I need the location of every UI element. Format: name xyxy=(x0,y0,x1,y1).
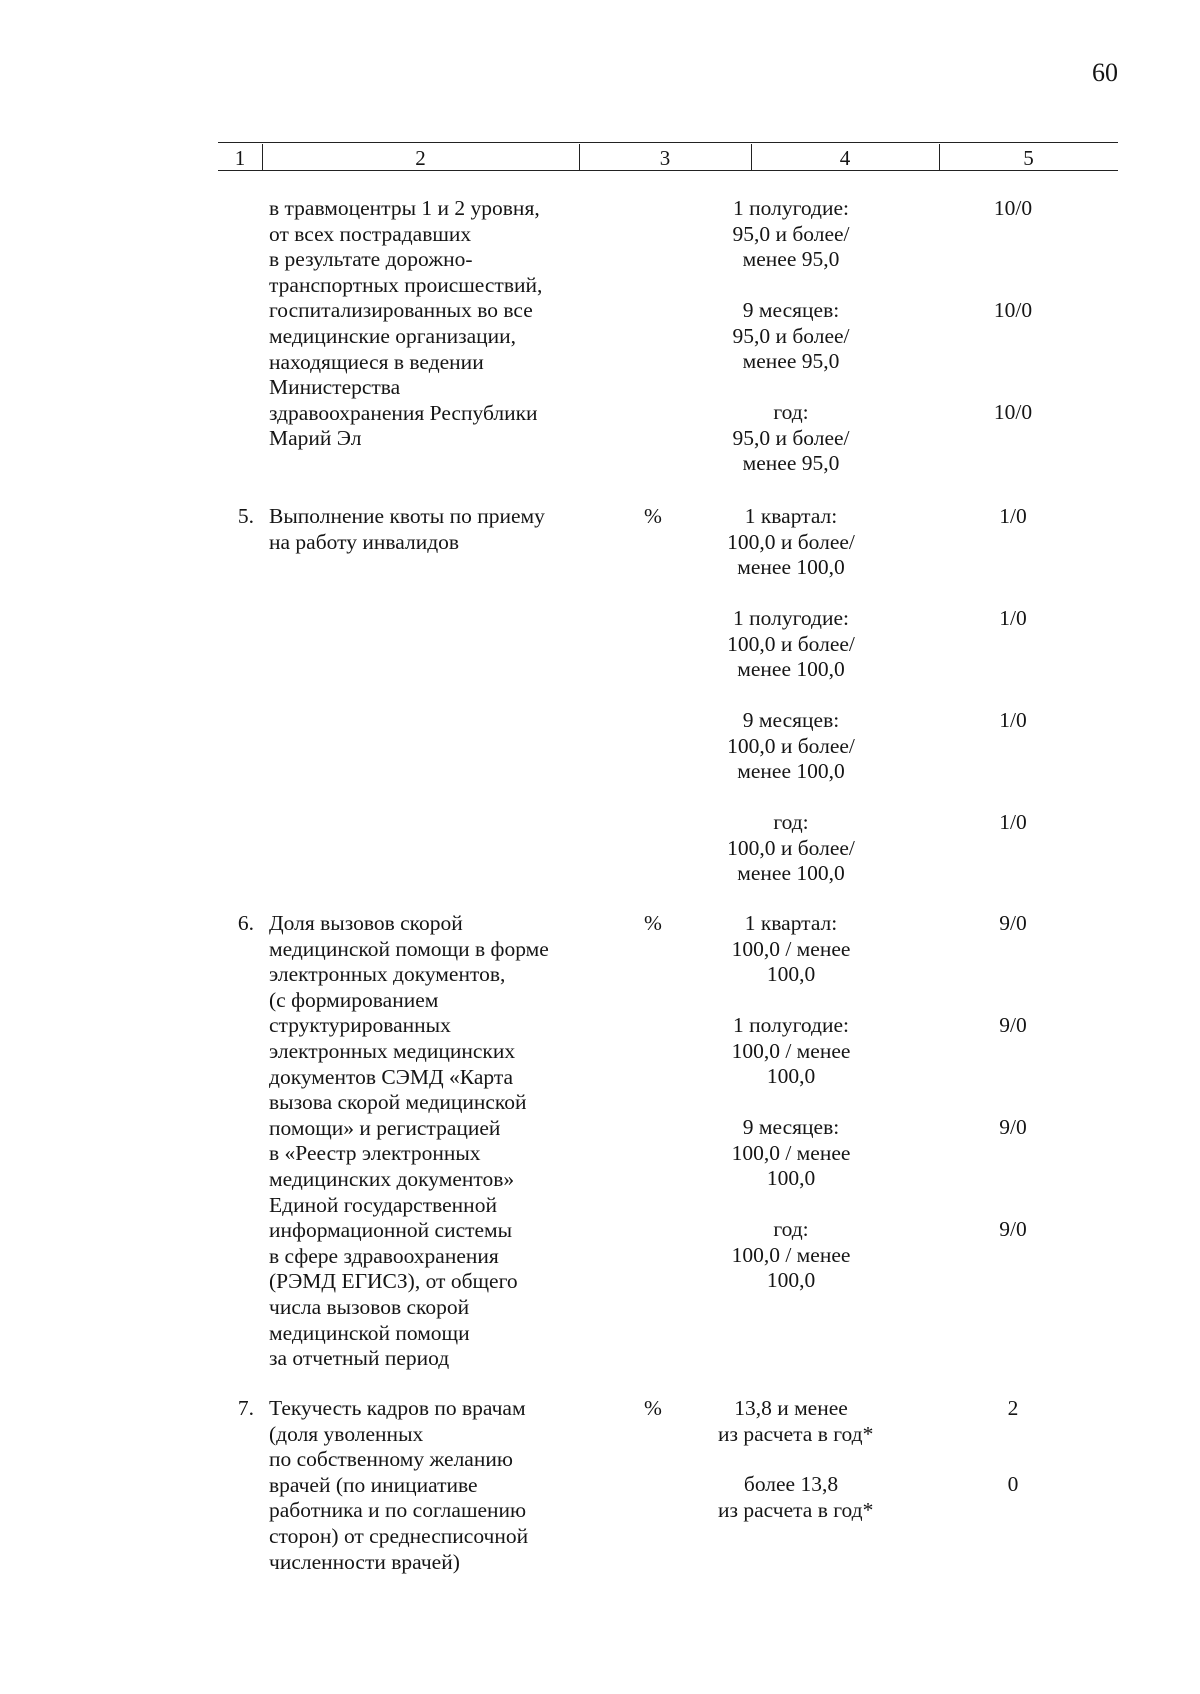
header-col-3: 3 xyxy=(659,146,671,170)
criterion-line: 1 полугодие: xyxy=(733,606,849,630)
description-line: госпитализированных во все xyxy=(269,298,533,323)
criterion-line: 95,0 и более/ xyxy=(732,221,850,246)
description-line: здравоохранения Республики xyxy=(269,400,538,425)
criterion-line: 100,0 xyxy=(766,1166,816,1191)
criterion-line: менее 95,0 xyxy=(742,451,840,476)
criterion-points: 9/0 xyxy=(999,1217,1027,1241)
criterion-value xyxy=(718,400,864,477)
criterion-value xyxy=(718,606,864,683)
criterion-line: 100,0 и более/ xyxy=(727,529,855,554)
criterion-line: 9 месяцев: xyxy=(742,708,840,732)
description-line: информационной системы xyxy=(269,1218,513,1243)
criterion-line: 95,0 и более/ xyxy=(732,323,850,348)
header-col-1: 1 xyxy=(234,146,246,170)
row-number: 5. xyxy=(237,504,254,528)
criterion-points: 9/0 xyxy=(999,1115,1027,1139)
criterion-points: 10/0 xyxy=(993,400,1033,424)
description-line: (РЭМД ЕГИСЗ), от общего xyxy=(269,1269,518,1294)
criterion-line: 100,0 и более/ xyxy=(727,631,855,656)
description-line: Министерства xyxy=(269,375,401,400)
description-line: структурированных xyxy=(269,1013,451,1038)
description-line: от всех пострадавших xyxy=(269,221,472,246)
unit: % xyxy=(644,504,662,528)
criterion-line: менее 95,0 xyxy=(742,349,840,374)
description-line: находящиеся в ведении xyxy=(269,349,484,374)
description-line: сторон) от среднесписочной xyxy=(269,1523,529,1548)
description-line: за отчетный период xyxy=(269,1346,450,1371)
unit: % xyxy=(644,911,662,935)
criterion-points: 1/0 xyxy=(999,810,1027,834)
description-line: медицинских документов» xyxy=(269,1166,515,1191)
criterion-line: 100,0 / менее xyxy=(731,936,851,961)
description-line: (с формированием xyxy=(269,987,439,1012)
criterion-points: 10/0 xyxy=(993,298,1033,322)
criterion-points: 9/0 xyxy=(999,1013,1027,1037)
unit: % xyxy=(644,1396,662,1420)
criterion-line: 95,0 и более/ xyxy=(732,425,850,450)
criterion-value xyxy=(718,911,864,988)
description-line: врачей (по инициативе xyxy=(269,1472,478,1497)
description-line: помощи» и регистрацией xyxy=(269,1115,501,1140)
criterion-line: 100,0 / менее xyxy=(731,1140,851,1165)
criterion-value xyxy=(718,1013,864,1090)
description-line: по собственному желанию xyxy=(269,1447,513,1472)
description-line: Единой государственной xyxy=(269,1192,497,1217)
criterion-value xyxy=(718,1472,874,1523)
criterion-value xyxy=(718,1396,874,1447)
criterion-line: более 13,8 xyxy=(743,1472,839,1496)
description-line: электронных документов, xyxy=(269,962,506,987)
criterion-line: 1 полугодие: xyxy=(733,196,849,220)
description-line: числа вызовов скорой xyxy=(269,1294,470,1319)
description-line: на работу инвалидов xyxy=(269,529,460,554)
criterion-points: 0 xyxy=(1007,1472,1019,1496)
indicator-description xyxy=(269,196,572,452)
criterion-line: менее 100,0 xyxy=(737,657,845,682)
criterion-line: менее 100,0 xyxy=(737,759,845,784)
row-number: 7. xyxy=(237,1396,254,1420)
description-line: медицинской помощи xyxy=(269,1320,470,1345)
description-line: работника и по соглашению xyxy=(269,1498,527,1523)
criterion-points: 10/0 xyxy=(993,196,1033,220)
description-line: Марий Эл xyxy=(269,426,362,451)
criterion-line: менее 95,0 xyxy=(742,247,840,272)
header-col-2: 2 xyxy=(415,146,426,170)
indicator-description xyxy=(269,504,572,555)
indicator-description xyxy=(269,911,572,1372)
criterion-value xyxy=(718,1217,864,1294)
criterion-line: из расчета в год* xyxy=(718,1497,874,1522)
criterion-line: 1 квартал: xyxy=(744,911,838,935)
criterion-value xyxy=(718,504,864,581)
header-col-4: 4 xyxy=(839,146,851,170)
description-line: в результате дорожно- xyxy=(269,247,473,272)
criterion-line: 100,0 xyxy=(766,1064,816,1089)
criterion-line: год: xyxy=(773,1217,809,1241)
description-line: Выполнение квоты по приему xyxy=(269,504,545,528)
criterion-line: менее 100,0 xyxy=(737,861,845,886)
criterion-line: 9 месяцев: xyxy=(742,1115,840,1139)
description-line: Текучесть кадров по врачам xyxy=(269,1396,526,1420)
page-number: 60 xyxy=(1092,58,1118,87)
description-line: (доля уволенных xyxy=(269,1421,424,1446)
criterion-value xyxy=(718,810,864,887)
criterion-points: 1/0 xyxy=(999,504,1027,528)
description-line: вызова скорой медицинской xyxy=(269,1090,527,1115)
criterion-value xyxy=(718,708,864,785)
description-line: Доля вызовов скорой xyxy=(269,911,463,935)
criterion-line: из расчета в год* xyxy=(718,1421,874,1446)
criterion-points: 1/0 xyxy=(999,708,1027,732)
header-top-rule xyxy=(218,142,1118,143)
indicator-description xyxy=(269,1396,572,1575)
criterion-line: 1 квартал: xyxy=(744,504,838,528)
criterion-line: 100,0 xyxy=(766,962,816,987)
criterion-line: менее 100,0 xyxy=(737,555,845,580)
criterion-line: год: xyxy=(773,400,809,424)
criterion-line: 100,0 / менее xyxy=(731,1242,851,1267)
description-line: численности врачей) xyxy=(269,1549,460,1574)
description-line: в «Реестр электронных xyxy=(269,1141,481,1166)
criterion-line: 100,0 и более/ xyxy=(727,835,855,860)
criterion-points: 9/0 xyxy=(999,911,1027,935)
criterion-value xyxy=(718,1115,864,1192)
criterion-line: 9 месяцев: xyxy=(742,298,840,322)
criterion-points: 2 xyxy=(1007,1396,1019,1420)
description-line: документов СЭМД «Карта xyxy=(269,1064,514,1089)
criterion-value xyxy=(718,298,864,375)
criterion-line: 13,8 и менее xyxy=(734,1396,848,1420)
description-line: в сфере здравоохранения xyxy=(269,1243,499,1268)
criterion-line: 100,0 xyxy=(766,1268,816,1293)
criterion-points: 1/0 xyxy=(999,606,1027,630)
description-line: в травмоцентры 1 и 2 уровня, xyxy=(269,196,540,220)
criterion-line: 1 полугодие: xyxy=(733,1013,849,1037)
description-line: медицинской помощи в форме xyxy=(269,936,549,961)
criterion-line: 100,0 / менее xyxy=(731,1038,851,1063)
description-line: медицинские организации, xyxy=(269,323,517,348)
row-number: 6. xyxy=(237,911,254,935)
description-line: электронных медицинских xyxy=(269,1038,516,1063)
criterion-line: 100,0 и более/ xyxy=(727,733,855,758)
criterion-value xyxy=(718,196,864,273)
header-col-5: 5 xyxy=(1023,146,1034,170)
criterion-line: год: xyxy=(773,810,809,834)
description-line: транспортных происшествий, xyxy=(269,272,543,297)
